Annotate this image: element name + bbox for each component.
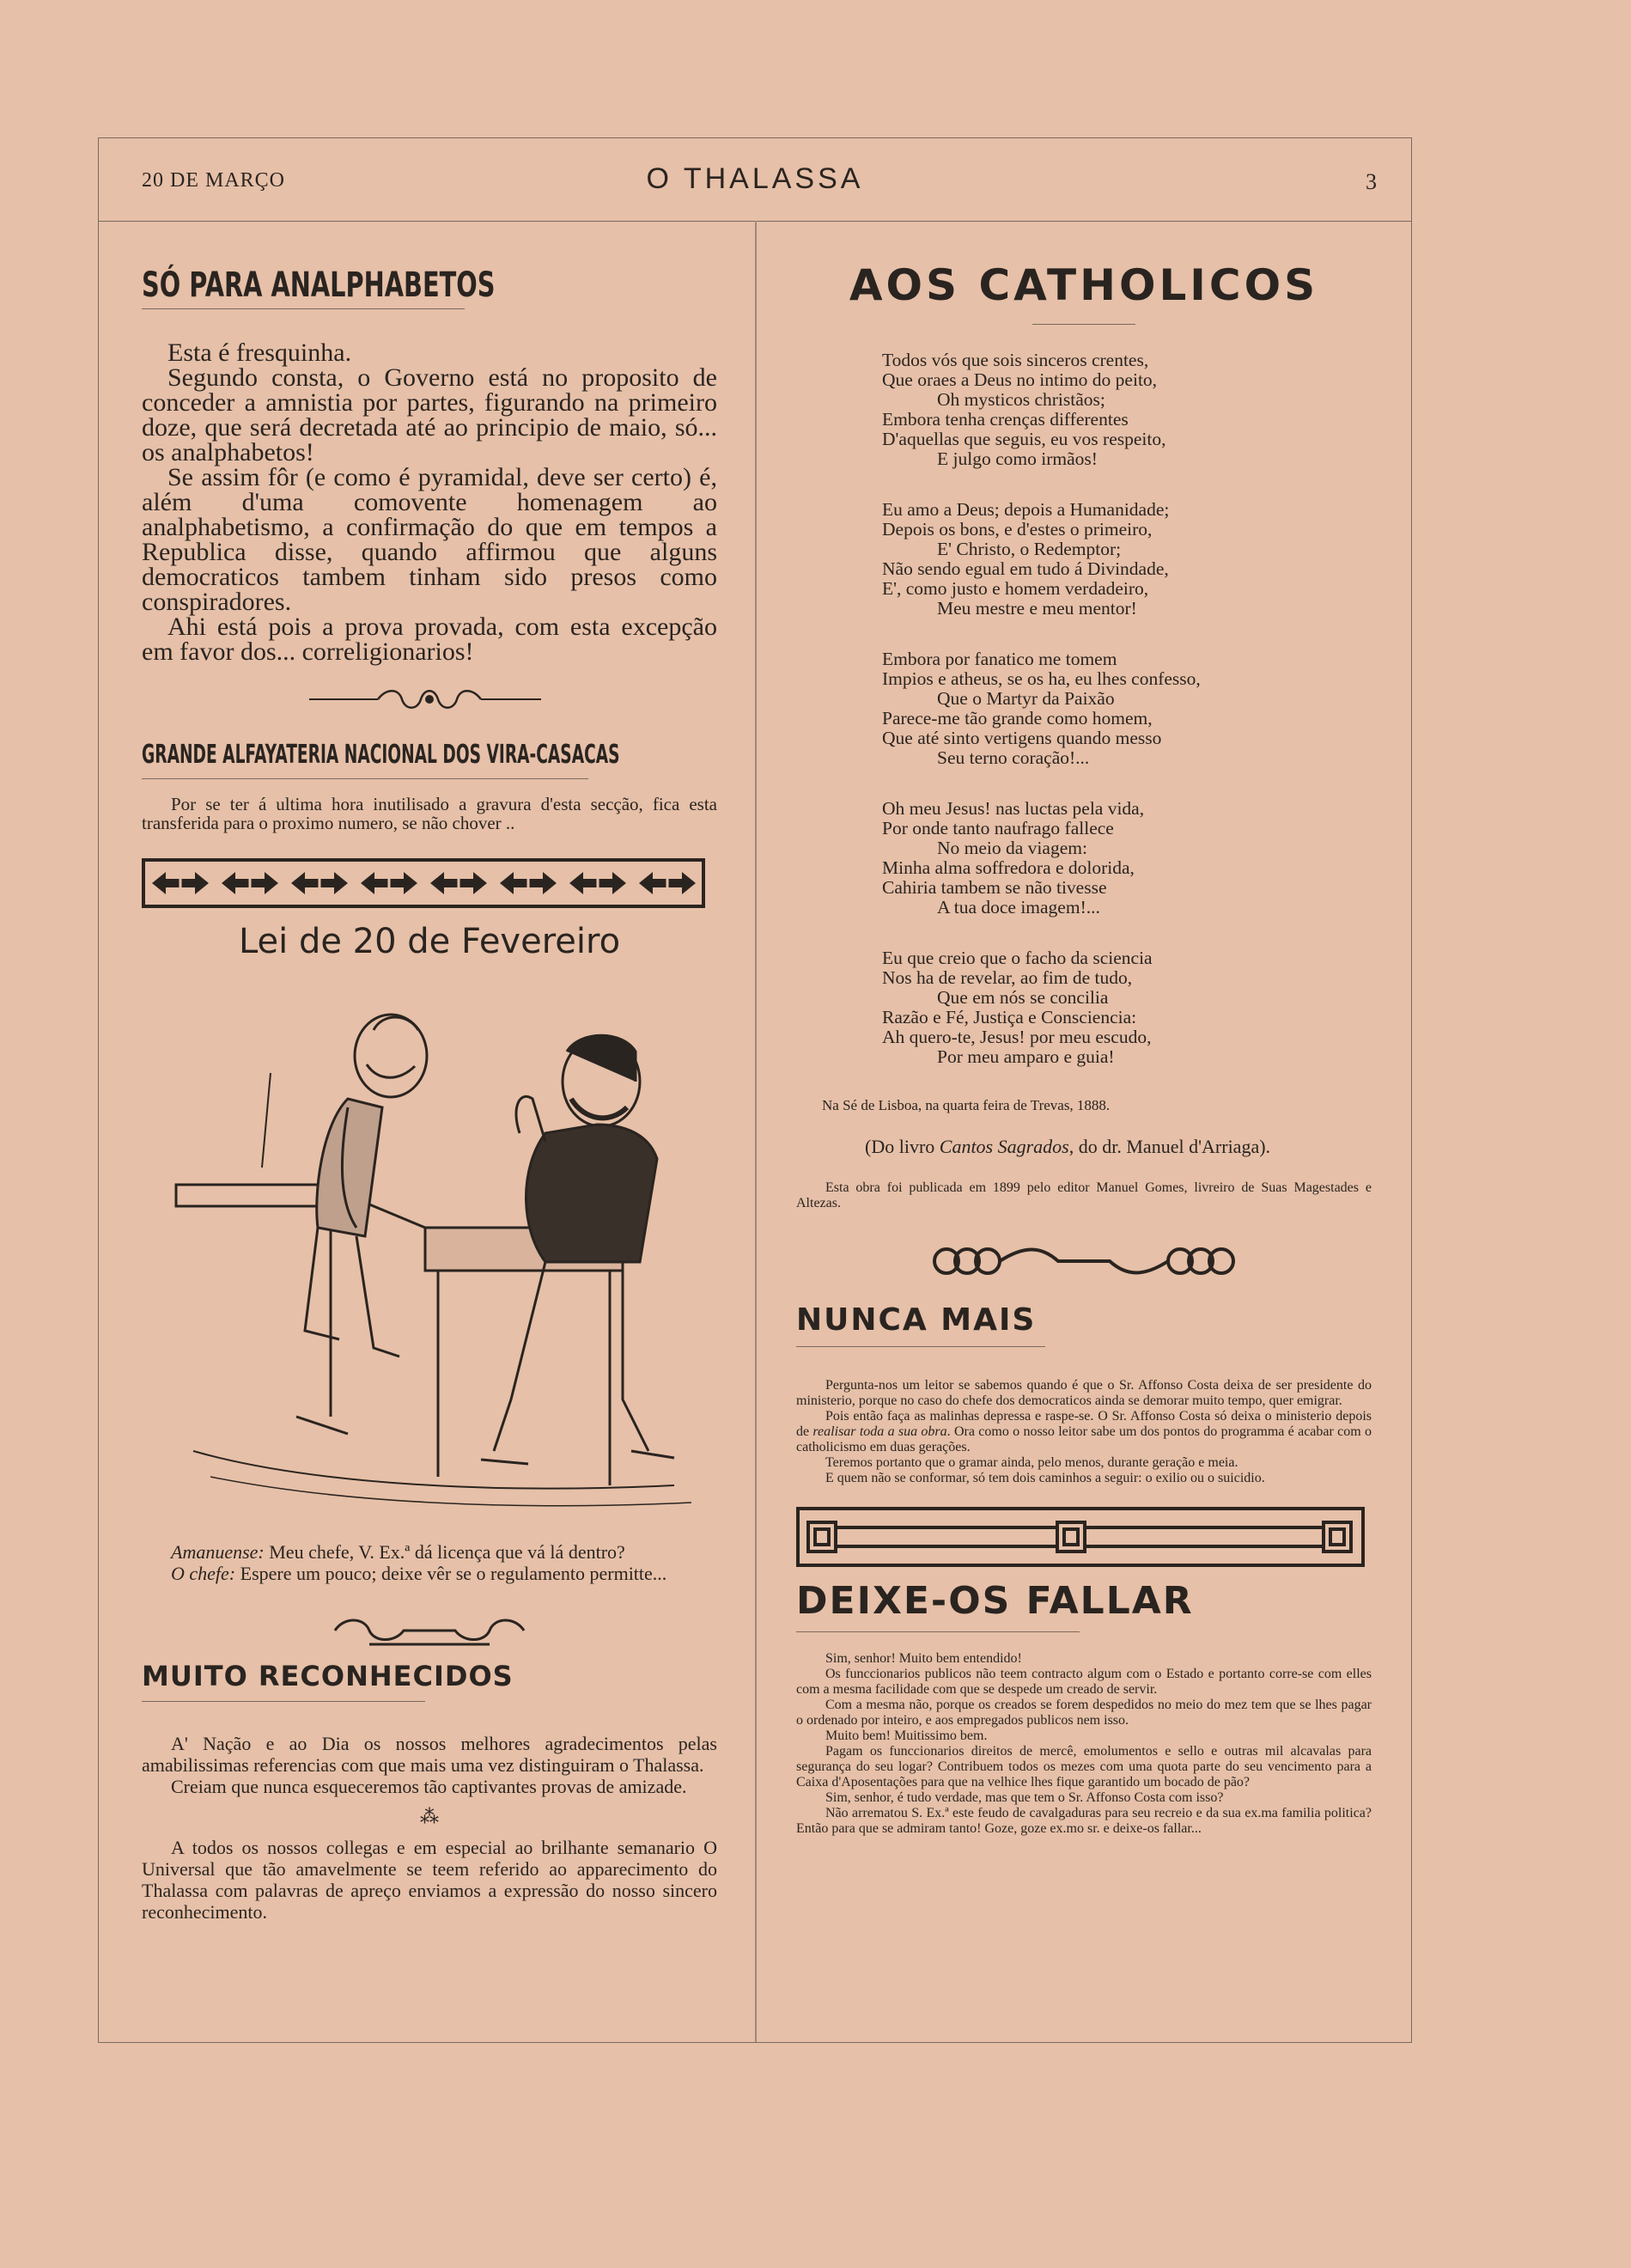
small-ornament: ⁂ xyxy=(420,1806,439,1827)
page-header xyxy=(99,138,1411,222)
poem-source: (Do livro Cantos Sagrados, do dr. Manuel d'Arriaga). xyxy=(865,1136,1271,1157)
poem-line: Que em nós se concilia xyxy=(937,987,1109,1008)
heading-rule xyxy=(796,1346,1045,1347)
loop-ornament xyxy=(929,1237,1238,1285)
poem-stanza xyxy=(882,948,1372,1067)
paragraph: Se assim fôr (e como é pyramidal, deve ser certo) é, além d'uma comovente homenagem ao analphabetismo, a confirmação do que em tempos a Republica disse, quando affirmou que alguns democraticos tambem tinham sido presos como conspiradores. xyxy=(142,463,717,616)
publication-note: Esta obra foi publicada em 1899 pelo editor Manuel Gomes, livreiro de Suas Magestades e Altezas. xyxy=(796,1180,1372,1210)
paragraph: A todos os nossos collegas e em especial ao brilhante semanario O Universal que tão amavelmente se teem referido ao apparecimento do Thalassa com palavras de apreço enviamos a expressão do nosso sincero reconhecimento. xyxy=(142,1837,717,1923)
poem-line: Cahiria tambem se não tivesse xyxy=(882,877,1107,898)
poem-line: Razão e Fé, Justiça e Consciencia: xyxy=(882,1007,1137,1027)
poem-stanza xyxy=(882,799,1372,918)
paragraph: Pois então faça as malinhas depressa e raspe-se. O Sr. Affonso Costa só deixa o ministerio depois de realisar toda a sua obra. Ora como o nosso leitor sabe um dos pontos do programma é acabar com o catholicismo em duas gerações. xyxy=(796,1409,1372,1454)
double-arrow-icon xyxy=(220,869,280,898)
heading-reconhecidos: MUITO RECONHECIDOS xyxy=(142,1660,514,1692)
double-arrow-icon xyxy=(289,869,350,898)
paragraph: A' Nação e ao Dia os nossos melhores agradecimentos pelas amabilissimas referencias com que mais uma vez distinguiram o Thalassa. xyxy=(142,1733,717,1776)
poem-line: Impios e atheus, se os ha, eu lhes confesso, xyxy=(882,668,1201,689)
paragraph: Segundo consta, o Governo está no proposito de conceder a amnistia por partes, figurando na primeiro doze, que será decretada até ao principio de maio, só... os analphabetos! xyxy=(142,363,717,466)
poem-line: Nos ha de revelar, ao fim de tudo, xyxy=(882,967,1133,988)
paragraph: Ahi está pois a prova provada, com esta excepção em favor dos... correligionarios! xyxy=(142,613,717,666)
cartoon-caption-clerk: Amanuense: Meu chefe, V. Ex.ª dá licença que vá lá dentro? xyxy=(171,1541,625,1563)
poem-line: E' Christo, o Redemptor; xyxy=(937,539,1122,559)
double-arrow-icon xyxy=(637,869,697,898)
page-number: 3 xyxy=(1366,169,1377,194)
heading-rule xyxy=(1032,324,1135,325)
newspaper-title: O THALASSA xyxy=(646,162,864,195)
cartoon-title: Lei de 20 de Fevereiro xyxy=(238,922,621,961)
double-arrow-icon xyxy=(429,869,489,898)
paragraph: Os funccionarios publicos não teem contracto algum com o Estado e portanto corre-se com elles com a mesma facilidade com que se despede um creado de servir. xyxy=(796,1667,1372,1697)
heading-rule xyxy=(142,308,465,309)
poem-line: No meio da viagem: xyxy=(937,838,1087,858)
right-column xyxy=(796,241,1372,1837)
poem-line: Eu que creio que o facho da sciencia xyxy=(882,948,1153,968)
column-divider xyxy=(755,221,757,2042)
paragraph: Muito bem! Muitissimo bem. xyxy=(825,1728,988,1743)
double-arrow-icon xyxy=(150,869,210,898)
poem-line: Que oraes a Deus no intimo do peito, xyxy=(882,369,1158,390)
paragraph: Esta é fresquinha. xyxy=(167,338,352,367)
paragraph: Teremos portanto que o gramar ainda, pelo menos, durante geração e meia. xyxy=(825,1455,1238,1470)
deixe-text xyxy=(796,1651,1372,1837)
poem-place-date: Na Sé de Lisboa, na quarta feira de Trevas, 1888. xyxy=(822,1097,1111,1113)
heading-rule xyxy=(142,1701,425,1702)
page-frame xyxy=(98,137,1412,2043)
poem-line: Seu terno coração!... xyxy=(937,747,1090,768)
heading-catholicos: AOS CATHOLICOS xyxy=(849,260,1319,310)
swirl-ornament xyxy=(326,1613,533,1648)
poem-stanza xyxy=(882,500,1372,619)
scroll-ornament xyxy=(309,685,550,714)
heading-rule xyxy=(796,1631,1080,1632)
poem-stanza xyxy=(882,649,1372,768)
poem-line: Todos vós que sois sinceros crentes, xyxy=(882,350,1149,370)
decorative-box-band xyxy=(796,1507,1365,1567)
paragraph: Por se ter á ultima hora inutilisado a gravura d'esta secção, fica esta transferida para o proximo numero, se não chover .. xyxy=(142,794,717,833)
poem-line: E', como justo e homem verdadeiro, xyxy=(882,578,1149,599)
poem-line: Que até sinto vertigens quando messo xyxy=(882,728,1162,748)
paragraph: Não arrematou S. Ex.ª este feudo de cavalgaduras para seu recreio e da sua ex.ma familia politica? Então para que se admiram tanto! Goze, goze ex.mo sr. e deixe-os fallar... xyxy=(796,1806,1372,1836)
cartoon-illustration xyxy=(142,970,705,1520)
poem-line: A tua doce imagem!... xyxy=(937,897,1100,918)
paragraph: Pergunta-nos um leitor se sabemos quando é que o Sr. Affonso Costa deixa de ser presidente do ministerio, porque no caso do chefe dos democraticos ainda se demorar muito tempo, quer emigrar. xyxy=(796,1378,1372,1408)
paragraph: Com a mesma não, porque os creados se forem despedidos no meio do mez tem que se lhes pagar o ordenado por inteiro, e aos empregados publicos nem isso. xyxy=(796,1698,1372,1728)
header-date: 20 DE MARÇO xyxy=(142,169,286,192)
paragraph: Sim, senhor, é tudo verdade, mas que tem o Sr. Affonso Costa com isso? xyxy=(825,1790,1224,1805)
poem xyxy=(882,351,1372,1067)
heading-rule xyxy=(142,778,588,779)
poem-line: Embora tenha crenças differentes xyxy=(882,409,1129,430)
poem-line: Minha alma soffredora e dolorida, xyxy=(882,857,1135,878)
poem-line: Ah quero-te, Jesus! por meu escudo, xyxy=(882,1027,1152,1047)
heading-analphabetos: SÓ PARA ANALPHABETOS xyxy=(142,265,496,305)
decorative-arrow-band xyxy=(142,858,705,908)
paragraph: Creiam que nunca esqueceremos tão captivantes provas de amizade. xyxy=(171,1776,687,1797)
poem-line: Por meu amparo e guia! xyxy=(937,1046,1115,1067)
heading-alfayateria: GRANDE ALFAYATERIA NACIONAL DOS VIRA-CASACAS xyxy=(142,740,620,770)
paragraph: Sim, senhor! Muito bem entendido! xyxy=(825,1651,1022,1666)
poem-line: Que o Martyr da Paixão xyxy=(937,688,1115,709)
poem-line: Parece-me tão grande como homem, xyxy=(882,708,1153,729)
heading-nunca-mais: NUNCA MAIS xyxy=(796,1302,1037,1338)
poem-line: D'aquellas que seguis, eu vos respeito, xyxy=(882,429,1166,449)
left-column xyxy=(142,241,717,1923)
heading-deixe-os-fallar: DEIXE-OS FALLAR xyxy=(796,1579,1194,1623)
poem-line: Depois os bons, e d'estes o primeiro, xyxy=(882,519,1153,540)
paragraph: Pagam os funccionarios direitos de mercê, emolumentos e sello e outras mil alcavalas para segurança do seu logar? Contribuem todos os mezes com uma quota parte do seu vencimento para a Caixa d'Aposentações para que na velhice lhes fique garantido um bocado de pão? xyxy=(796,1744,1372,1789)
cartoon-caption-chief: O chefe: Espere um pouco; deixe vêr se o regulamento permitte... xyxy=(171,1563,667,1584)
poem-line: Não sendo egual em tudo á Divindade, xyxy=(882,558,1169,579)
poem-stanza xyxy=(882,351,1372,469)
poem-line: Oh mysticos christãos; xyxy=(937,389,1105,410)
poem-line: Meu mestre e meu mentor! xyxy=(937,598,1137,619)
double-arrow-icon xyxy=(498,869,558,898)
poem-line: E julgo como irmãos! xyxy=(937,448,1098,469)
poem-line: Embora por fanatico me tomem xyxy=(882,649,1117,669)
double-arrow-icon xyxy=(359,869,419,898)
paragraph: E quem não se conformar, só tem dois caminhos a seguir: o exilio ou o suicidio. xyxy=(825,1471,1265,1485)
poem-line: Eu amo a Deus; depois a Humanidade; xyxy=(882,499,1170,520)
double-arrow-icon xyxy=(568,869,628,898)
poem-line: Oh meu Jesus! nas luctas pela vida, xyxy=(882,798,1145,819)
poem-line: Por onde tanto naufrago fallece xyxy=(882,818,1114,838)
